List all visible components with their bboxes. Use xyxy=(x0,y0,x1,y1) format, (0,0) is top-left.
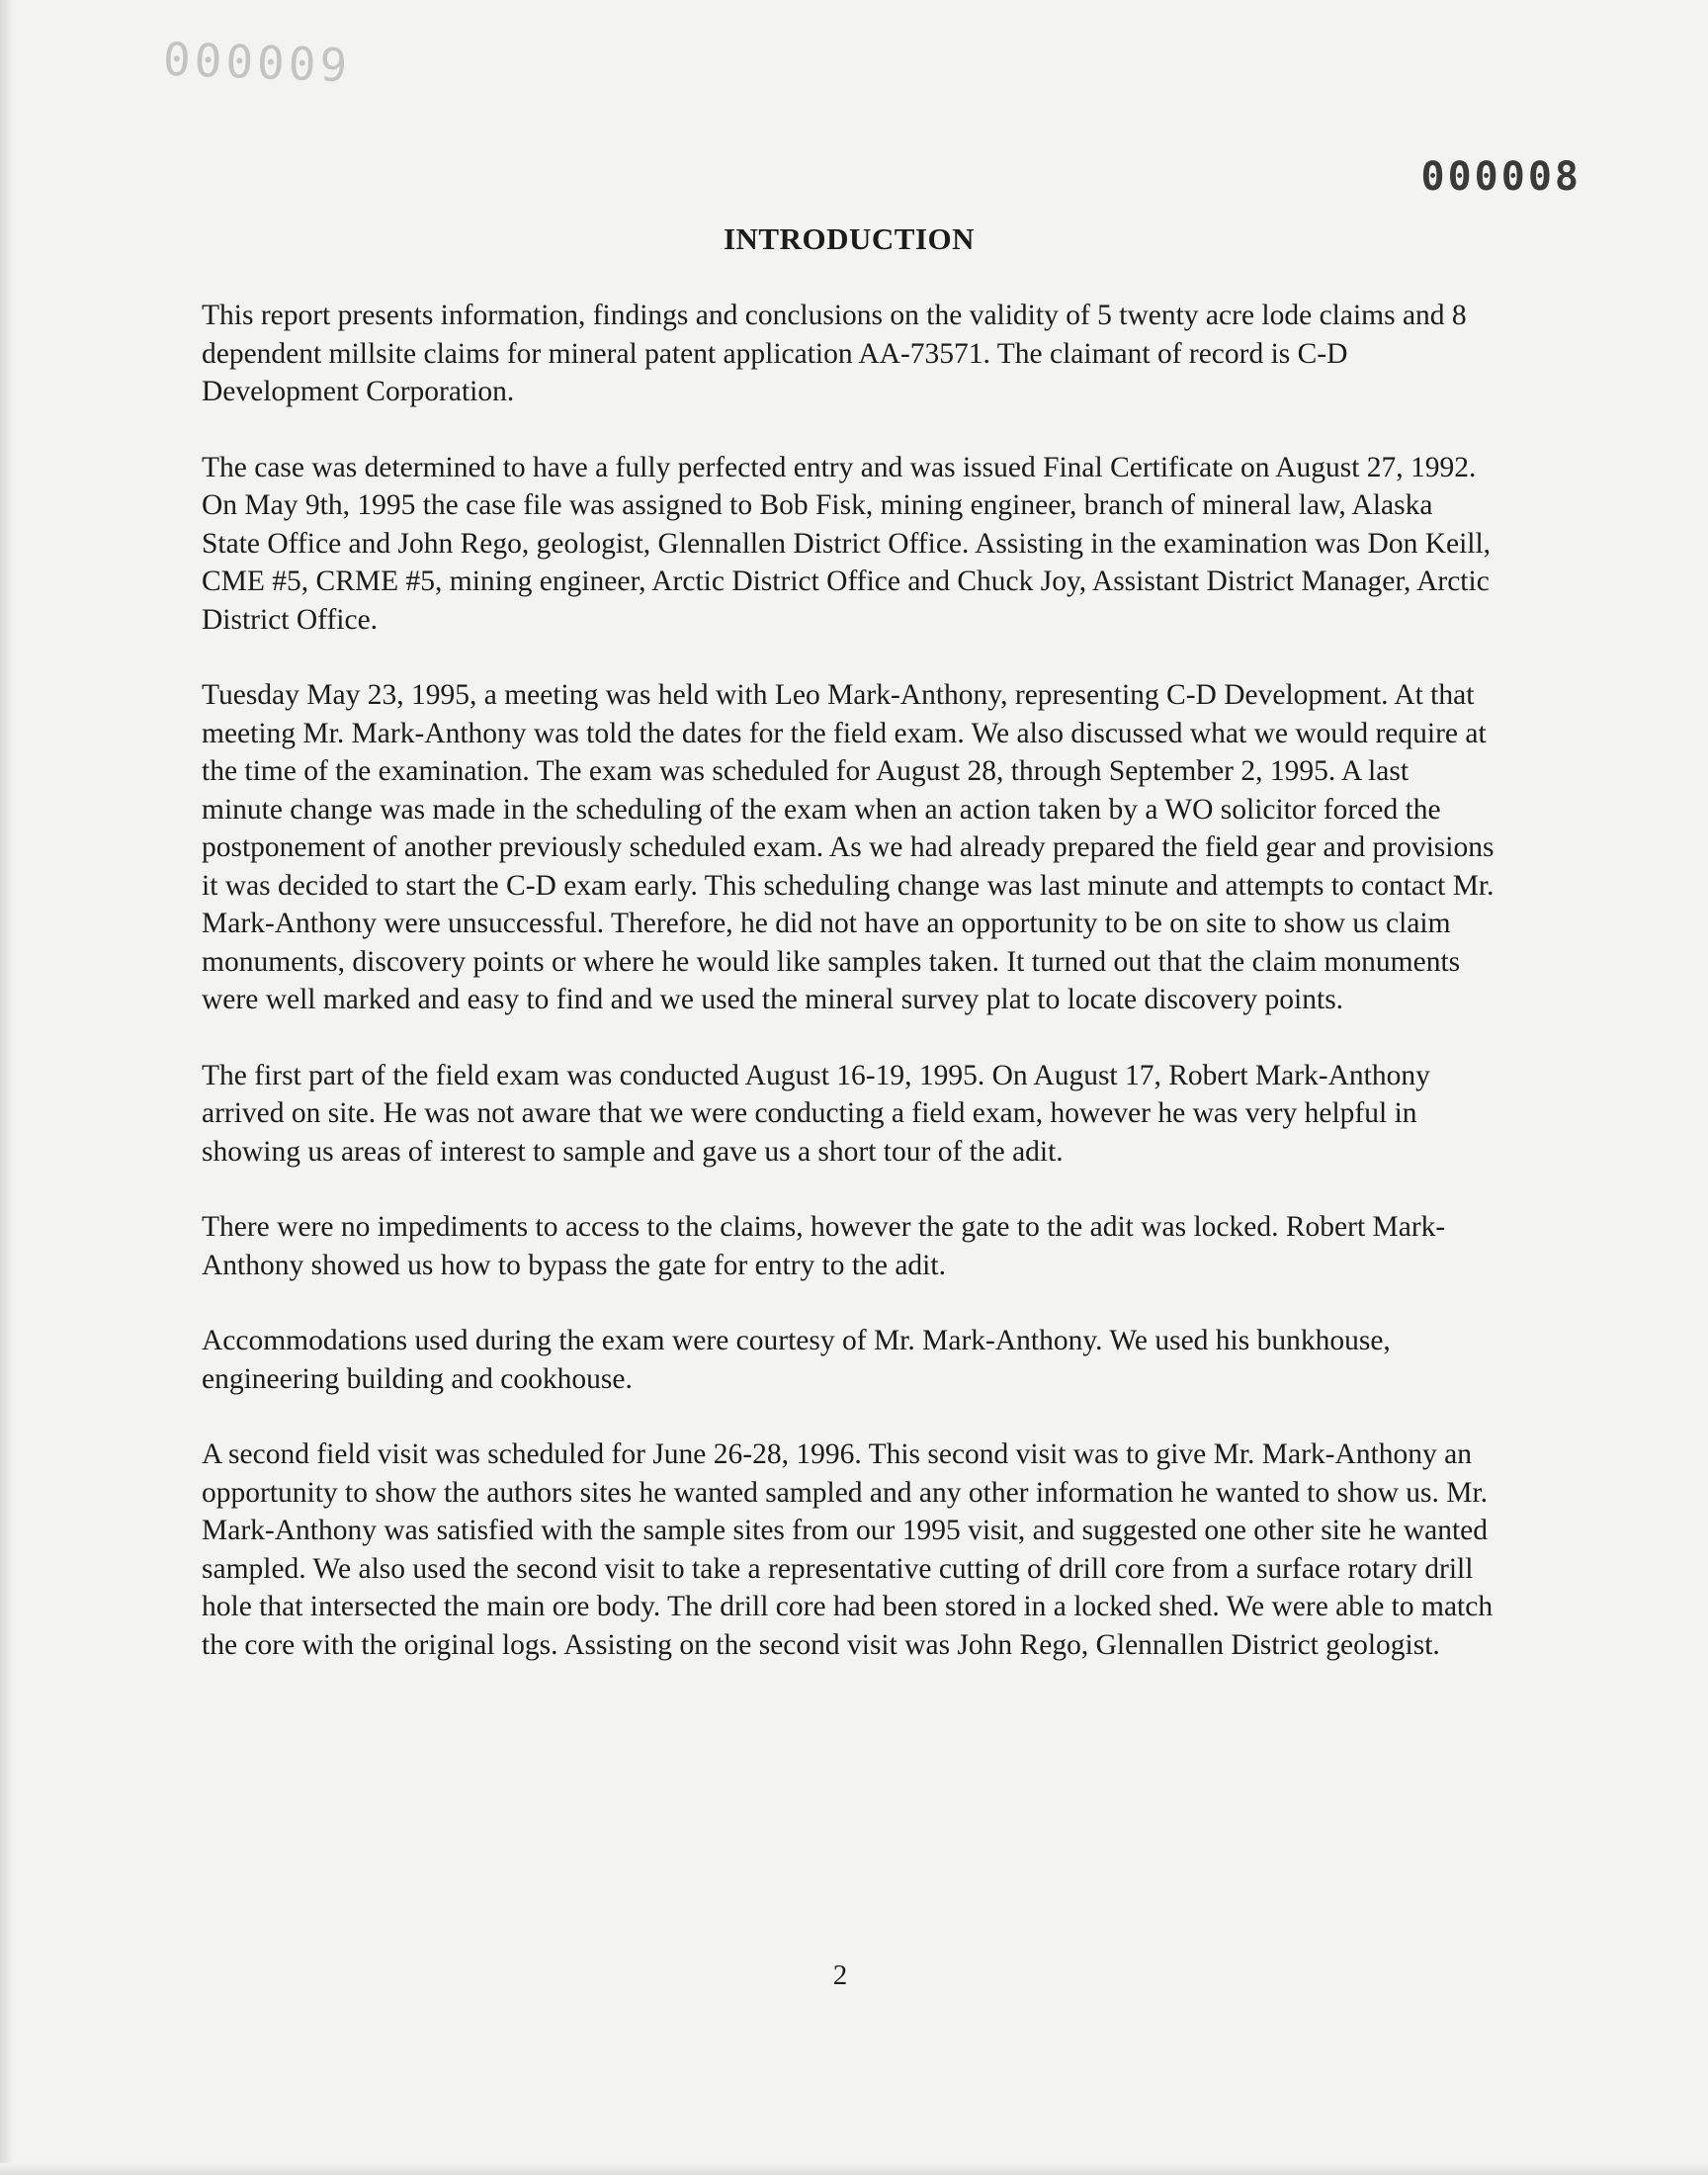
paragraph-4: The first part of the field exam was conducted August 16-19, 1995. On August 17, Robert Mark-Anthony arrived on site. He was not aware that we were conducting a field exam, however he was very helpful in showing us areas of interest to sample and gave us a short tour of the adit. xyxy=(202,1059,1430,1168)
paragraph-1: This report presents information, findings and conclusions on the validity of 5 twenty acre lode claims and 8 dependent millsite claims for mineral patent application AA-73571. The claimant of record is C-D Development Corporation. xyxy=(202,300,1467,407)
document-body xyxy=(202,297,1496,1701)
paragraph-2: The case was determined to have a fully perfected entry and was issued Final Certificate on August 27, 1992. On May 9th, 1995 the case file was assigned to Bob Fisk, mining engineer, branch of mineral law, Alaska State Office and John Rego, geologist, Glennallen District Office. Assisting in the examination was Don Keill, CME #5, CRME #5, mining engineer, Arctic District Office and Chuck Joy, Assistant District Manager, Arctic District Office. xyxy=(202,451,1492,636)
paragraph-3: Tuesday May 23, 1995, a meeting was held with Leo Mark-Anthony, representing C-D Development. At that meeting Mr. Mark-Anthony was told the dates for the field exam. We also discussed what we would require at the time of the examination. The exam was scheduled for August 28, through September 2, 1995. A last minute change was made in the scheduling of the exam when an action taken by a WO solicitor forced the postponement of another previously scheduled exam. As we had already prepared the field gear and provisions it was decided to start the C-D exam early. This scheduling change was last minute and attempts to contact Mr. Mark-Anthony were unsuccessful. Therefore, he did not have an opportunity to be on site to show us claim monuments, discovery points or where he would like samples taken. It turned out that the claim monuments were well marked and easy to find and we used the mineral survey plat to locate discovery points. xyxy=(202,679,1494,1015)
paragraph-6: Accommodations used during the exam were courtesy of Mr. Mark-Anthony. We used his bunkhouse, engineering building and cookhouse. xyxy=(202,1325,1391,1395)
paragraph-7: A second field visit was scheduled for June 26-28, 1996. This second visit was to give Mr. Mark-Anthony an opportunity to show the authors sites he wanted sampled and any other information he wanted to show us. Mr. Mark-Anthony was satisfied with the sample sites from our 1995 visit, and suggested one other site he wanted sampled. We also used the second visit to take a representative cutting of drill core from a surface rotary drill hole that intersected the main ore body. The drill core had been stored in a locked shed. We were able to match the core with the original logs. Assisting on the second visit was John Rego, Glennallen District geologist. xyxy=(202,1438,1494,1661)
bates-number: 000008 xyxy=(1420,154,1581,200)
page-number: 2 xyxy=(832,1959,848,1991)
page-title: INTRODUCTION xyxy=(723,221,976,256)
faded-stamp: 000009 xyxy=(162,32,353,93)
scan-edge-bottom xyxy=(0,2163,1708,2175)
scan-edge-left xyxy=(0,0,14,2175)
paragraph-5: There were no impediments to access to the claims, however the gate to the adit was locked. Robert Mark-Anthony showed us how to bypass the gate for entry to the adit. xyxy=(202,1211,1446,1281)
